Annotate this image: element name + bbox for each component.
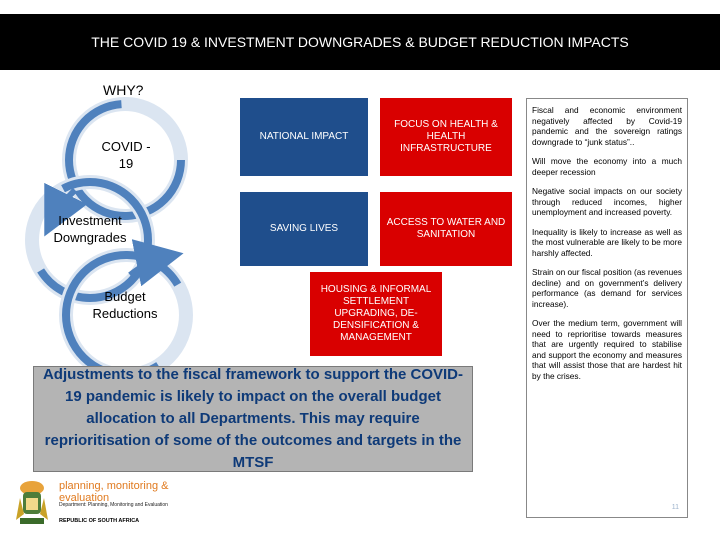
impact-paragraph: Will move the economy into a much deeper recession xyxy=(532,156,682,177)
water-sanitation-box xyxy=(380,192,512,266)
national-impact-label: NATIONAL IMPACT xyxy=(259,131,349,142)
logo-name: planning, monitoring & evaluation xyxy=(59,480,169,504)
adjustments-text: Adjustments to the fiscal framework to support the COVID-19 pandemic is likely to impact on the overall budget allocation to all Departments. This may require reprioritisation of some of the outcomes and targets in the MTSF xyxy=(42,366,464,471)
slide-title-bar xyxy=(0,14,720,70)
focus-health-label: FOCUS ON HEALTH & HEALTH INFRASTRUCTURE xyxy=(394,119,498,154)
logo-country: REPUBLIC OF SOUTH AFRICA xyxy=(59,518,140,524)
cycle-item-investment: Investment Downgrades xyxy=(53,213,127,245)
national-impact-box xyxy=(240,98,368,176)
adjustments-box xyxy=(33,366,473,472)
page-number: 11 xyxy=(671,503,679,511)
housing-label: HOUSING & INFORMAL SETTLEMENT UPGRADING, DE-DENSIFICATION & MANAGEMENT xyxy=(320,284,432,343)
dpme-logo xyxy=(12,478,172,530)
impact-paragraph: Fiscal and economic environment negatively affected by Covid-19 pandemic and the sovereign ratings downgrade to “junk status”.. xyxy=(532,105,682,147)
saving-lives-box xyxy=(240,192,368,266)
saving-lives-label: SAVING LIVES xyxy=(269,223,339,234)
water-sanitation-label: ACCESS TO WATER AND SANITATION xyxy=(386,217,506,240)
cycle-item-covid: COVID - 19 xyxy=(101,139,151,171)
cycle-item-budget: Budget Reductions xyxy=(92,289,158,321)
impact-paragraph: Over the medium term, government will need to reprioritise towards measures that are urgently required to stabilise and support the economy and measures that will assist those that are hardest hit by the crises. xyxy=(532,318,682,381)
impacts-text-panel xyxy=(526,98,688,518)
impact-paragraph: Negative social impacts on our society through reduced incomes, higher unemployment and increased poverty. xyxy=(532,186,682,217)
impact-paragraph: Strain on our fiscal position (as revenues decline) and on government’s delivery performance (as demand for services increase). xyxy=(532,267,682,309)
logo-department: Department: Planning, Monitoring and Evaluation xyxy=(59,502,168,508)
housing-box xyxy=(310,272,442,356)
why-label: WHY? xyxy=(103,82,144,98)
coat-of-arms-icon xyxy=(12,478,52,528)
slide-title: THE COVID 19 & INVESTMENT DOWNGRADES & BUDGET REDUCTION IMPACTS xyxy=(91,34,629,50)
focus-health-box xyxy=(380,98,512,176)
impact-paragraph: Inequality is likely to increase as well as the most vulnerable are likely to be more harshly affected. xyxy=(532,226,682,258)
